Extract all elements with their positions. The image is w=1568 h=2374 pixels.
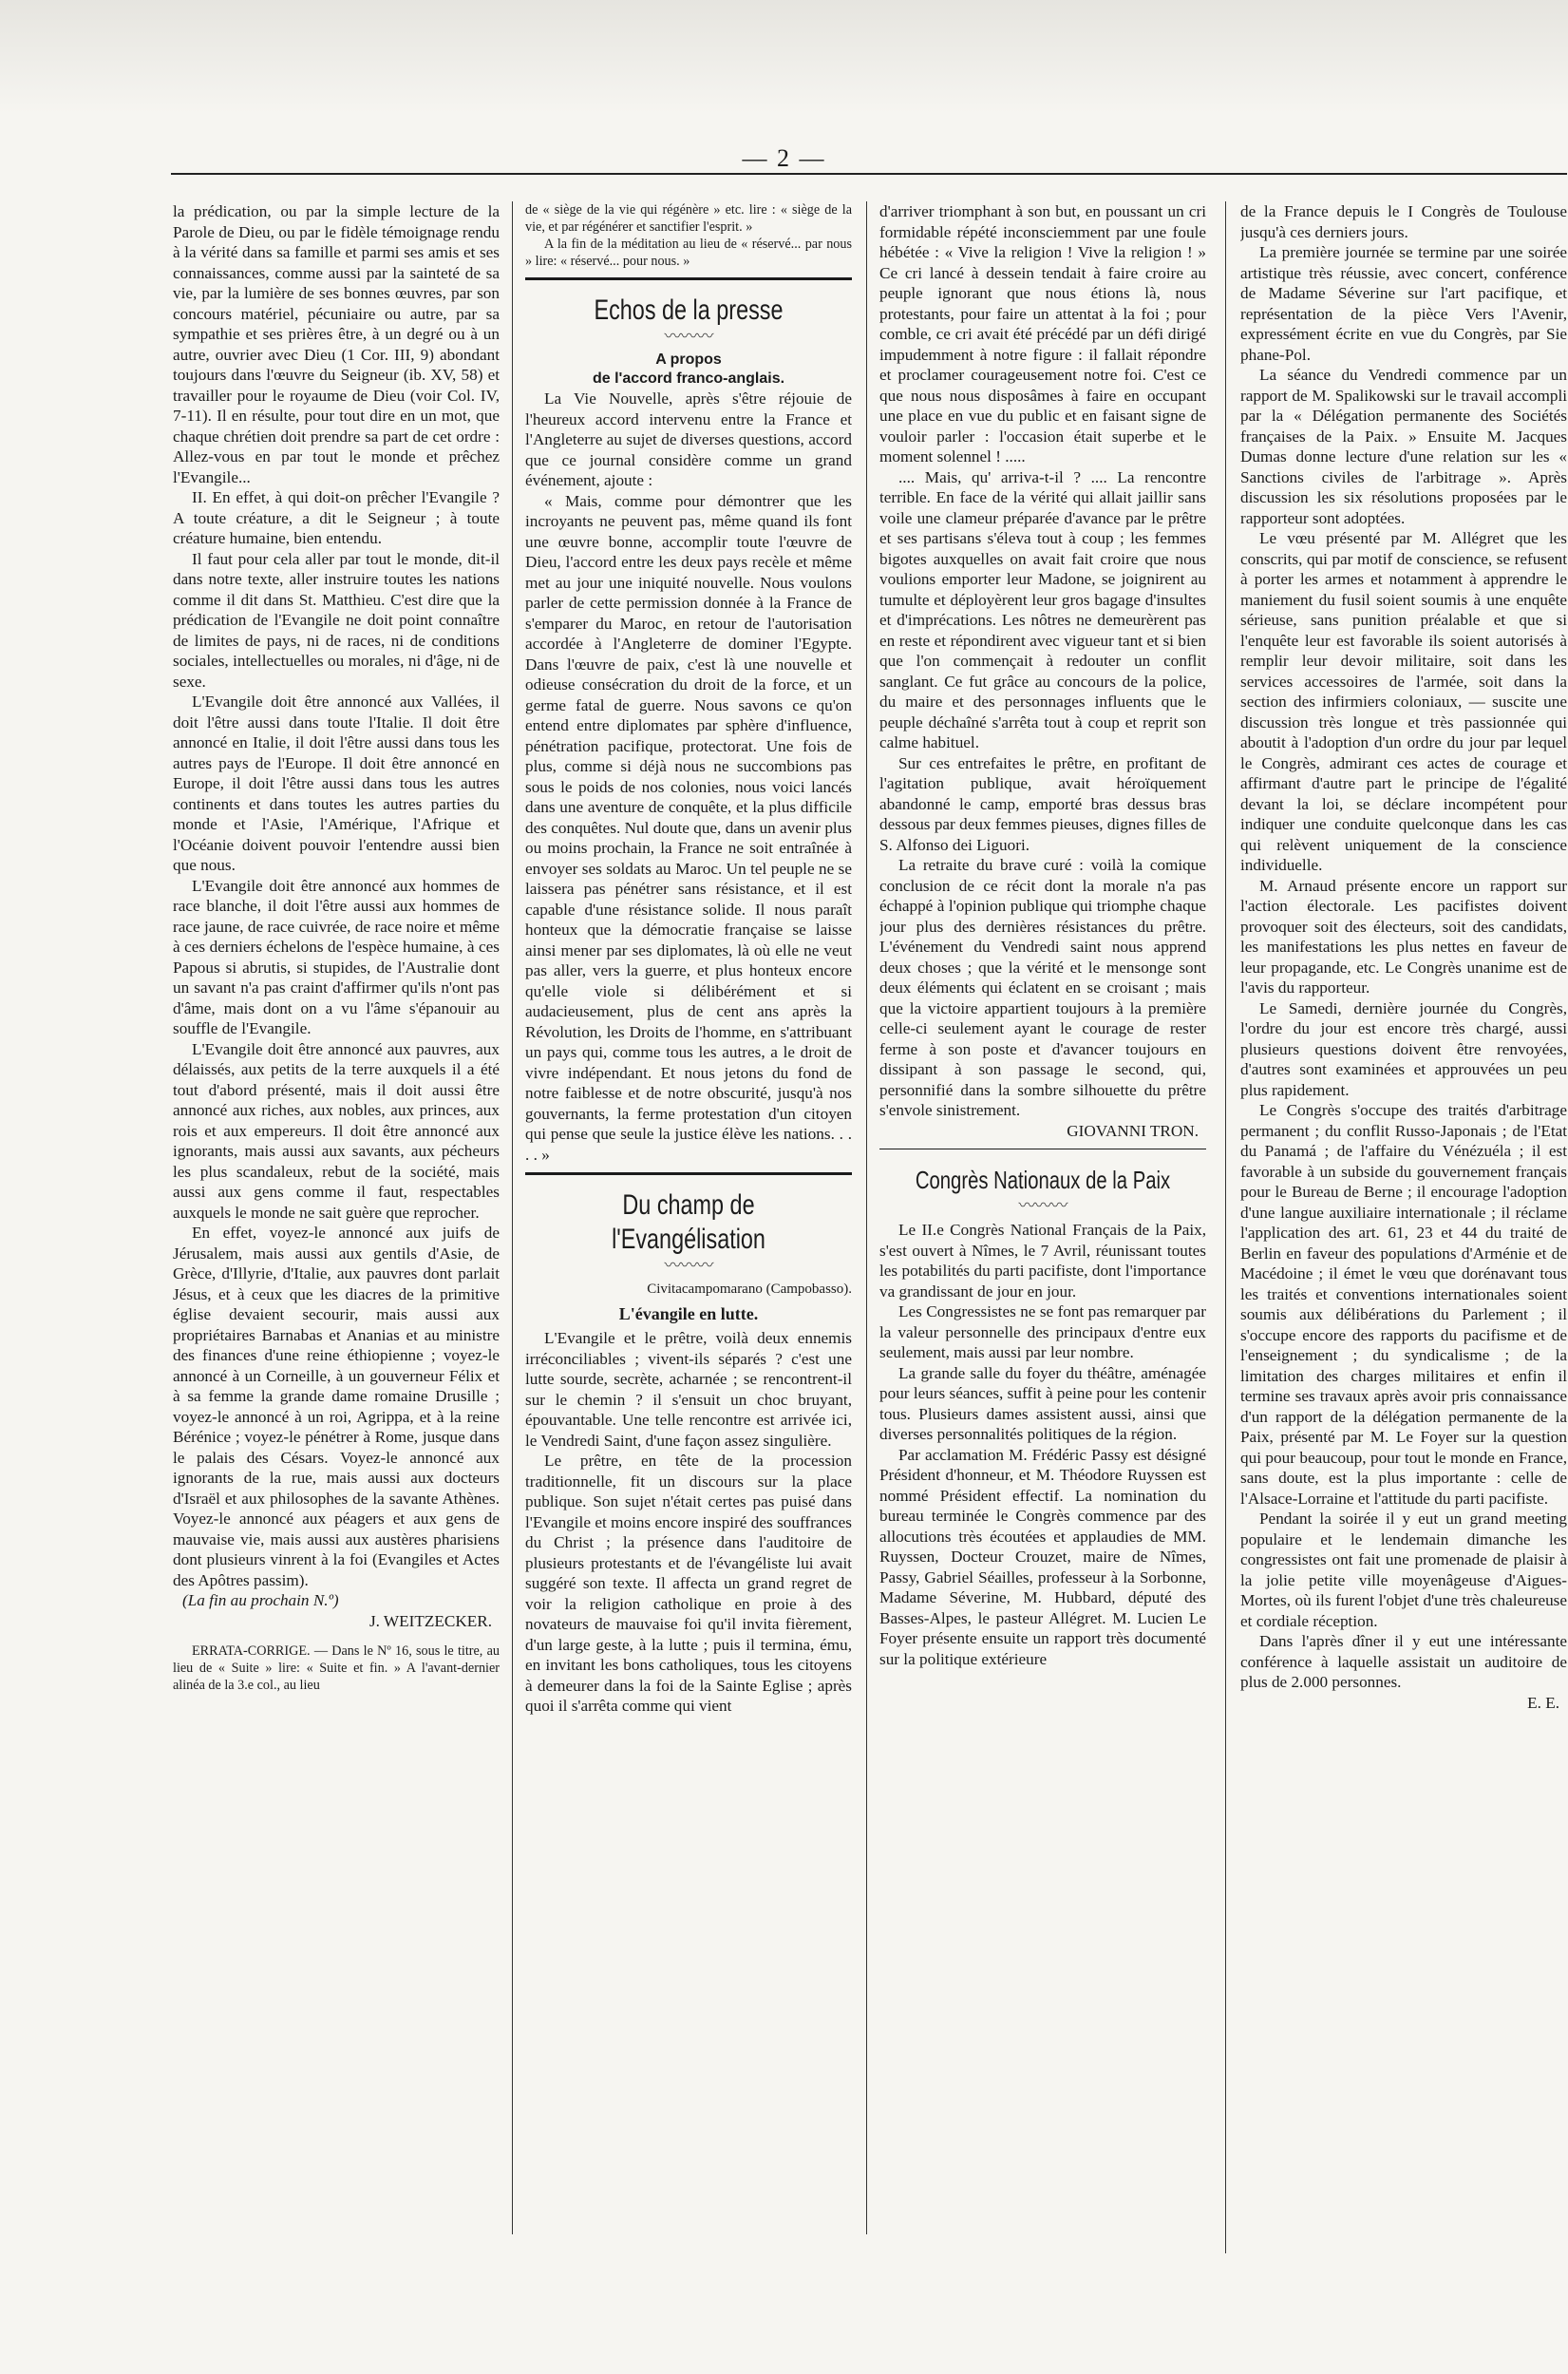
paper-stain: [0, 0, 1568, 114]
paragraph: L'Evangile doit être annoncé aux Vallées, il doit l'être aussi dans toute l'Italie. Il doit être annoncé en Italie, il doit l'être aussi dans tous les autres pays de l'Europe. Il doit être annoncé en Europe, il doit l'être aussi dans tous les autres continents et dans toutes les autres parties du monde et l'Asie, l'Amérique, l'Afrique et l'Océanie doivent pouvoir l'entendre aussi bien que nous.: [173, 693, 500, 874]
column-1: [173, 201, 500, 2310]
author-signature: E. E.: [1527, 1693, 1559, 1712]
subheading: A propos: [655, 351, 722, 368]
paragraph: La retraite du brave curé : voilà la comique conclusion de ce récit dont la morale n'a pas échappé à l'opinion publique qui triomphe chaque jour plus des dernières résistances du prêtre. L'événement du Vendredi saint nous apprend deux choses ; que la vérité et le mensonge sont deux éléments qui éclatent en se croisant ; mais que la victoire appartient toujours à la première celle-ci seulement ayant le courage de rester ferme à son poste et d'avancer toujours en dissipant à son passage le second, qui, personnifié dans la sombre silhouette du prêtre s'envole sinistrement.: [879, 856, 1206, 1119]
paragraph: Le vœu présenté par M. Allégret que les conscrits, qui par motif de conscience, se refusent à porter les armes et notamment à apprendre le maniement du fusil soient soumis à une enquête sérieuse, sans punition préalable et que si l'enquête leur est favorable ils soient autorisés à remplir leur devoir militaire, soit dans les services accessoires de l'armée, soit dans la section des infirmiers coloniaux, — suscite une discussion très longue et très passionnée qui aboutit à l'adoption d'un ordre du jour par lequel le Congrès, admirant ces actes de courage et affirmant d'autre part le principe de l'égalité devant la loi, se déclare incompétent pour indiquer une conduite quelconque dans les cas qui relèvent uniquement de la conscience individuelle.: [1240, 529, 1567, 874]
paragraph: « Mais, comme pour démontrer que les incroyants ne peuvent pas, même quand ils font une œuvre bonne, accomplir toute l'œuvre de Dieu, l'accord entre les deux pays recèle et même met au jour une iniquité nouvelle. Nous voulons parler de cette permission donnée à la France de s'emparer du Maroc, en retour de l'autorisation accordée à l'Angleterre de dominer l'Egypte. Dans l'œuvre de paix, c'est là une nouvelle et odieuse consécration du droit de la force, et un germe fatal de guerre. Nous savons ce qu'on entend entre diplomates par sphère d'influence, pénétration pacifique, protectorat. Une fois de plus, comme si déjà nous ne succombions pas sous le poids de nos colonies, nous voici lancés dans une aventure de conquête, et la plus difficile des conquêtes. Nul doute que, dans un avenir plus ou moins prochain, la France ne soit entraînée à envoyer ses soldats au Maroc. Un tel peuple ne se laissera pas pénétrer sans résistance, et il est capable d'une résistance solide. Il nous paraît honteux que la démocratie française se laisse ainsi mener par ses diplomates, là où elle ne veut pas aller, vers la guerre, et plus honteux encore qu'elle viole si délibérément et si audacieusement, plus de cent ans après la Révolution, les Droits de l'homme, en s'attribuant un pays qui, comme tous les autres, a le droit de vivre indépendant. Et nous jetons du fond de notre faiblesse et de notre obscurité, jusqu'à nos gouvernants, la ferme protestation d'un citoyen qui pense que seule la justice élève les nations. . . . . »: [525, 491, 852, 1164]
section-title: Congrès Nationaux de la Paix: [915, 1166, 1171, 1194]
page-number: — 2 —: [742, 144, 826, 172]
dateline: Civitacampomarano (Campobasso).: [647, 1282, 852, 1297]
header-rule: [171, 173, 1567, 175]
paragraph: L'Evangile doit être annoncé aux pauvres, aux délaissés, aux petits de la terre auxquels il a été tout d'abord présenté, mais il doit aussi être annoncé aux riches, aux nobles, aux princes, aux rois et aux empereurs. Il doit être annoncé aux ignorants, mais aussi aux savants, aux pécheurs les plus scandaleux, rebut de la société, mais aussi aux gens comme il faut, respectables auxquels le monde ne sait guère que reprocher.: [173, 1039, 500, 1222]
column-4: [1240, 201, 1567, 2310]
column-divider: [866, 201, 867, 2234]
continuation-note: (La fin au prochain N.º): [182, 1591, 339, 1609]
paragraph: Les Congressistes ne se font pas remarquer par la valeur personnelle des principaux d'entre eux seulement, mais aussi par leur nombre.: [879, 1302, 1206, 1361]
errata-continuation: A la fin de la méditation au lieu de « réservé... par nous » lire: « réservé... pour nous. »: [525, 237, 852, 269]
subheading: L'évangile en lutte.: [618, 1303, 759, 1323]
paragraph: Sur ces entrefaites le prêtre, en profitant de l'agitation publique, avait héroïquement abandonné le camp, emporté bras dessus bras dessous par deux femmes pieuses, dignes filles de S. Alfonso dei Liguori.: [879, 753, 1206, 854]
paragraph: II. En effet, à qui doit-on prêcher l'Evangile ? A toute créature, a dit le Seigneur ; à toute créature humaine, bien entendu.: [173, 488, 500, 547]
column-divider: [512, 201, 513, 2234]
author-signature: GIOVANNI TRON.: [1067, 1121, 1199, 1140]
paragraph: la prédication, ou par la simple lecture de la Parole de Dieu, ou par le fidèle témoignage rendu à la vérité dans sa famille et parmi ses amis et ses connaissances, comme aussi par la sainteté de sa vie, par la lumière de ses bonnes œuvres, par son concours matériel, pécuniaire ou autre, par sa sympathie et ses prières être, à un degré ou à un autre, ouvrier avec Dieu (1 Cor. III, 9) abondant toujours dans l'œuvre du Seigneur (ib. XV, 58) et travailler pour le royaume de Dieu (voir Col. IV, 7-11). Il en résulte, pour tout dire en un mot, que chaque chrétien doit prendre sa part de cet ordre : Allez-vous en par tout le monde et prêchez l'Evangile...: [173, 202, 500, 486]
section-rule: [525, 1172, 852, 1175]
section-rule: [525, 277, 852, 280]
paragraph: L'Evangile doit être annoncé aux hommes de race blanche, il doit l'être aussi aux hommes de race jaune, de race cuivrée, de race noire et même à ces derniers échelons de l'espèce humaine, à ces Papous si abrutis, si stupides, de l'Australie dont un savant n'a pas craint d'affirmer qu'ils n'ont pas d'âme, mais dont on a vu l'âme s'épanouir au souffle de l'Evangile.: [173, 876, 500, 1037]
paragraph: Le Samedi, dernière journée du Congrès, l'ordre du jour est encore très chargé, aussi plusieurs questions doivent être renvoyées, d'autres sont examinées et approuvées un peu plus rapidement.: [1240, 998, 1567, 1099]
paragraph: Le prêtre, en tête de la procession traditionnelle, fit un discours sur la place publique. Son sujet n'était certes pas puisé dans l'Evangile et moins encore inspiré des souffrances du Christ ; la présence dans l'auditoire de plusieurs protestants et de l'évangéliste lui avait suggéré son texte. Il affecta un grand regret de voir la religion catholique en proie à des novateurs de mauvaise foi qu'il invita fièrement, d'un large geste, à la lutte ; puis il termina, ému, en invitant les bons catholiques, tous les citoyens à demeurer dans la foi de la Sainte Eglise ; après quoi il s'arrêta comme qui vient: [525, 1452, 852, 1715]
paragraph: de la France depuis le I Congrès de Toulouse jusqu'à ces derniers jours.: [1240, 202, 1567, 241]
paragraph: M. Arnaud présente encore un rapport sur l'action électorale. Les pacifistes doivent provoquer soit des électeurs, soit des candidats, les manifestations les plus nettes en faveur de leur propagande, etc. Le Congrès unanime est de l'avis du rapporteur.: [1240, 876, 1567, 997]
subheading: de l'accord franco-anglais.: [592, 370, 785, 387]
paragraph: Par acclamation M. Frédéric Passy est désigné Président d'honneur, et M. Théodore Ruyssen est nommé Président effectif. La nomination du bureau terminée le Congrès commence par des allocutions très écoutées et applaudies de MM. Ruyssen, Docteur Crouzet, maire de Nîmes, Passy, Gabriel Séailles, professeur à la Sorbonne, Madame Séverine, M. Hubbard, député des Basses-Alpes, le pasteur Allégret. M. Lucien Le Foyer présente ensuite un rapport très documenté sur la politique extérieure: [879, 1445, 1206, 1668]
paragraph: La séance du Vendredi commence par un rapport de M. Spalikowski sur le travail accompli par la « Délégation permanente des Sociétés françaises de la Paix. » Ensuite M. Jacques Dumas donne lecture d'une relation sur les « Sanctions civiles de l'arbitrage ». Après discussion les six résolutions proposées par le rapporteur sont adoptées.: [1240, 366, 1567, 527]
paragraph: L'Evangile et le prêtre, voilà deux ennemis irréconciliables ; vivent-ils séparés ? c'est une lutte sourde, secrète, acharnée ; se rencontrent-il sur le chemin ? il s'ensuit un choc bruyant, épouvantable. Une telle rencontre est arrivée ici, le Vendredi Saint, d'une façon assez singulière.: [525, 1329, 852, 1450]
column-2: [525, 201, 852, 2310]
author-signature: J. WEITZECKER.: [368, 1611, 492, 1630]
paragraph: Pendant la soirée il y eut un grand meeting populaire et le lendemain dimanche les congressistes ont fait une promenade de plaisir à la jolie petite ville moyenâgeuse d'Aigues-Mortes, où ils furent l'objet d'une très chaleureuse et cordiale réception.: [1240, 1510, 1567, 1630]
paragraph: La première journée se termine par une soirée artistique très réussie, avec concert, conférence de Madame Séverine sur l'art pacifique, et représentation de la pièce Vers l'Avenir, expressément écrite en vue du Congrès, par Sie phane-Pol.: [1240, 243, 1567, 364]
errata-continuation: de « siège de la vie qui régénère » etc. lire : « siège de la vie, et par régénérer et sanctifier l'esprit. »: [525, 202, 852, 235]
paragraph: La Vie Nouvelle, après s'être réjouie de l'heureux accord intervenu entre la France et l'Angleterre au sujet de diverses questions, accord que ce journal considère comme un grand événement, ajoute :: [525, 389, 852, 489]
paragraph: En effet, voyez-le annoncé aux juifs de Jérusalem, mais aussi aux gentils d'Asie, de Grèce, d'Illyrie, d'Italie, aux pauvres dont parlait Jésus, et à ceux que les diacres de la primitive église devaient secourir, mais aussi aux propriétaires Barnabas et Ananias et au ministre des finances d'une reine éthiopienne ; voyez-le annoncé à un Corneille, à un gouverneur Félix et à sa femme la grande dame romaine Drusille ; voyez-le annoncé à un roi, Agrippa, et à la reine Bérénice ; voyez-le pénétrer à Rome, jusque dans le palais des Césars. Voyez-le annoncé aux ignorants de la rue, mais aussi aux docteurs d'Israël et aux philosophes de la savante Athènes. Voyez-le annoncé aux péagers et aux gens de mauvaise vie, mais aussi aux austères pharisiens dont plusieurs vinrent à la foi (Evangiles et Actes des Apôtres passim).: [173, 1224, 500, 1589]
paragraph: d'arriver triomphant à son but, en poussant un cri formidable répété inconsciemment par une foule hébétée : « Vive la religion ! Vive la religion ! » Ce cri lancé à dessein tendait à faire croire au peuple ignorant que nous étions là, nous protestants, pour faire un attentat à la foi ; pour comble, ce cri avait été précédé par un défi dirigé impudemment à notre figure : il fallait répondre et proclamer courageusement notre foi. C'est ce que nous nous disposâmes à faire en occupant une place en vue du public et en faisant signe de vouloir parler : l'occasion était superbe et le moment solennel ! .....: [879, 202, 1206, 465]
ornament-swash: 〰〰〰: [664, 327, 713, 346]
errata-note: ERRATA-CORRIGE. — Dans le Nº 16, sous le titre, au lieu de « Suite » lire: « Suite et fin. » A l'avant-dernier alinéa de la 3.e col., au lieu: [173, 1643, 500, 1693]
ornament-swash: 〰〰〰: [1018, 1196, 1067, 1215]
paragraph: .... Mais, qu' arriva-t-il ? .... La rencontre terrible. En face de la vérité qui allait jaillir sans voile une clameur préparée d'avance par le prêtre et ses partisans s'éleva tout à coup ; les femmes bigotes auxquelles on avait fait croire que nous voulions emporter leur Madone, se joignirent au tumulte et déployèrent leur gros bagage d'insultes et d'imprécations. Les nôtres ne demeurèrent pas en reste et répondirent avec vigueur tant et si bien que l'on commençait à redouter un conflit sanglant. Ce fut grâce au concours de la police, du maire et des personnages influents que le peuple déchaîné s'arrêta tout à coup et reprit son calme habituel.: [879, 467, 1206, 751]
paragraph: Le Congrès s'occupe des traités d'arbitrage permanent ; du conflit Russo-Japonais ; de l'Etat du Panamá ; de l'affaire du Vénézuéla ; il est favorable à un subside du gouvernement français pour le Bureau de Berne ; il encourage l'adoption d'une langue auxiliaire internationale ; il réclame l'application des art. 61, 23 et 44 du traité de Berlin en faveur des populations d'Arménie et de Macédoine ; il émet le vœu que dorénavant tous les traités et conventions internationales soient soumis aux délibérations du Parlement ; il s'occupe encore des rapports du pacifisme et de l'enseignement ; du syndicalisme ; de la limitation des charges militaires et enfin il termine ses travaux après avoir pris connaissance d'un rapport de la délégation permanente de la Paix, présenté par M. Le Foyer sur la question qui pour beaucoup, pour tout le monde en France, sans doute, est la plus importante : celle de l'Alsace-Lorraine et l'attitude du parti pacifiste.: [1240, 1101, 1567, 1508]
column-divider: [1225, 201, 1226, 2253]
paragraph: Dans l'après dîner il y eut une intéressante conférence à laquelle assistait un auditoire de plus de 2.000 personnes.: [1240, 1632, 1567, 1691]
ornament-swash: 〰〰〰: [664, 1256, 713, 1275]
paragraph: La grande salle du foyer du théâtre, aménagée pour leurs séances, suffit à peine pour les contenir tous. Plusieurs dames assistent aussi, ainsi que diverses personnalités politiques de la région.: [879, 1363, 1206, 1443]
paragraph: Le II.e Congrès National Français de la Paix, s'est ouvert à Nîmes, le 7 Avril, réunissant toutes les potabilités du parti pacifiste, dont l'importance va grandissant de jour en jour.: [879, 1221, 1206, 1301]
column-3: [879, 201, 1206, 2310]
section-title: Du champ de l'Evangélisation: [612, 1189, 765, 1255]
section-title: Echos de la presse: [594, 294, 784, 326]
paragraph: Il faut pour cela aller par tout le monde, dit-il dans notre texte, aller instruire toutes les nations comme il dit dans St. Matthieu. C'est dire que la prédication de l'Evangile ne doit point connaître de limites de pays, ni de races, ni de conditions sociales, intellectuelles ou morales, ni d'âge, ni de sexe.: [173, 549, 500, 691]
